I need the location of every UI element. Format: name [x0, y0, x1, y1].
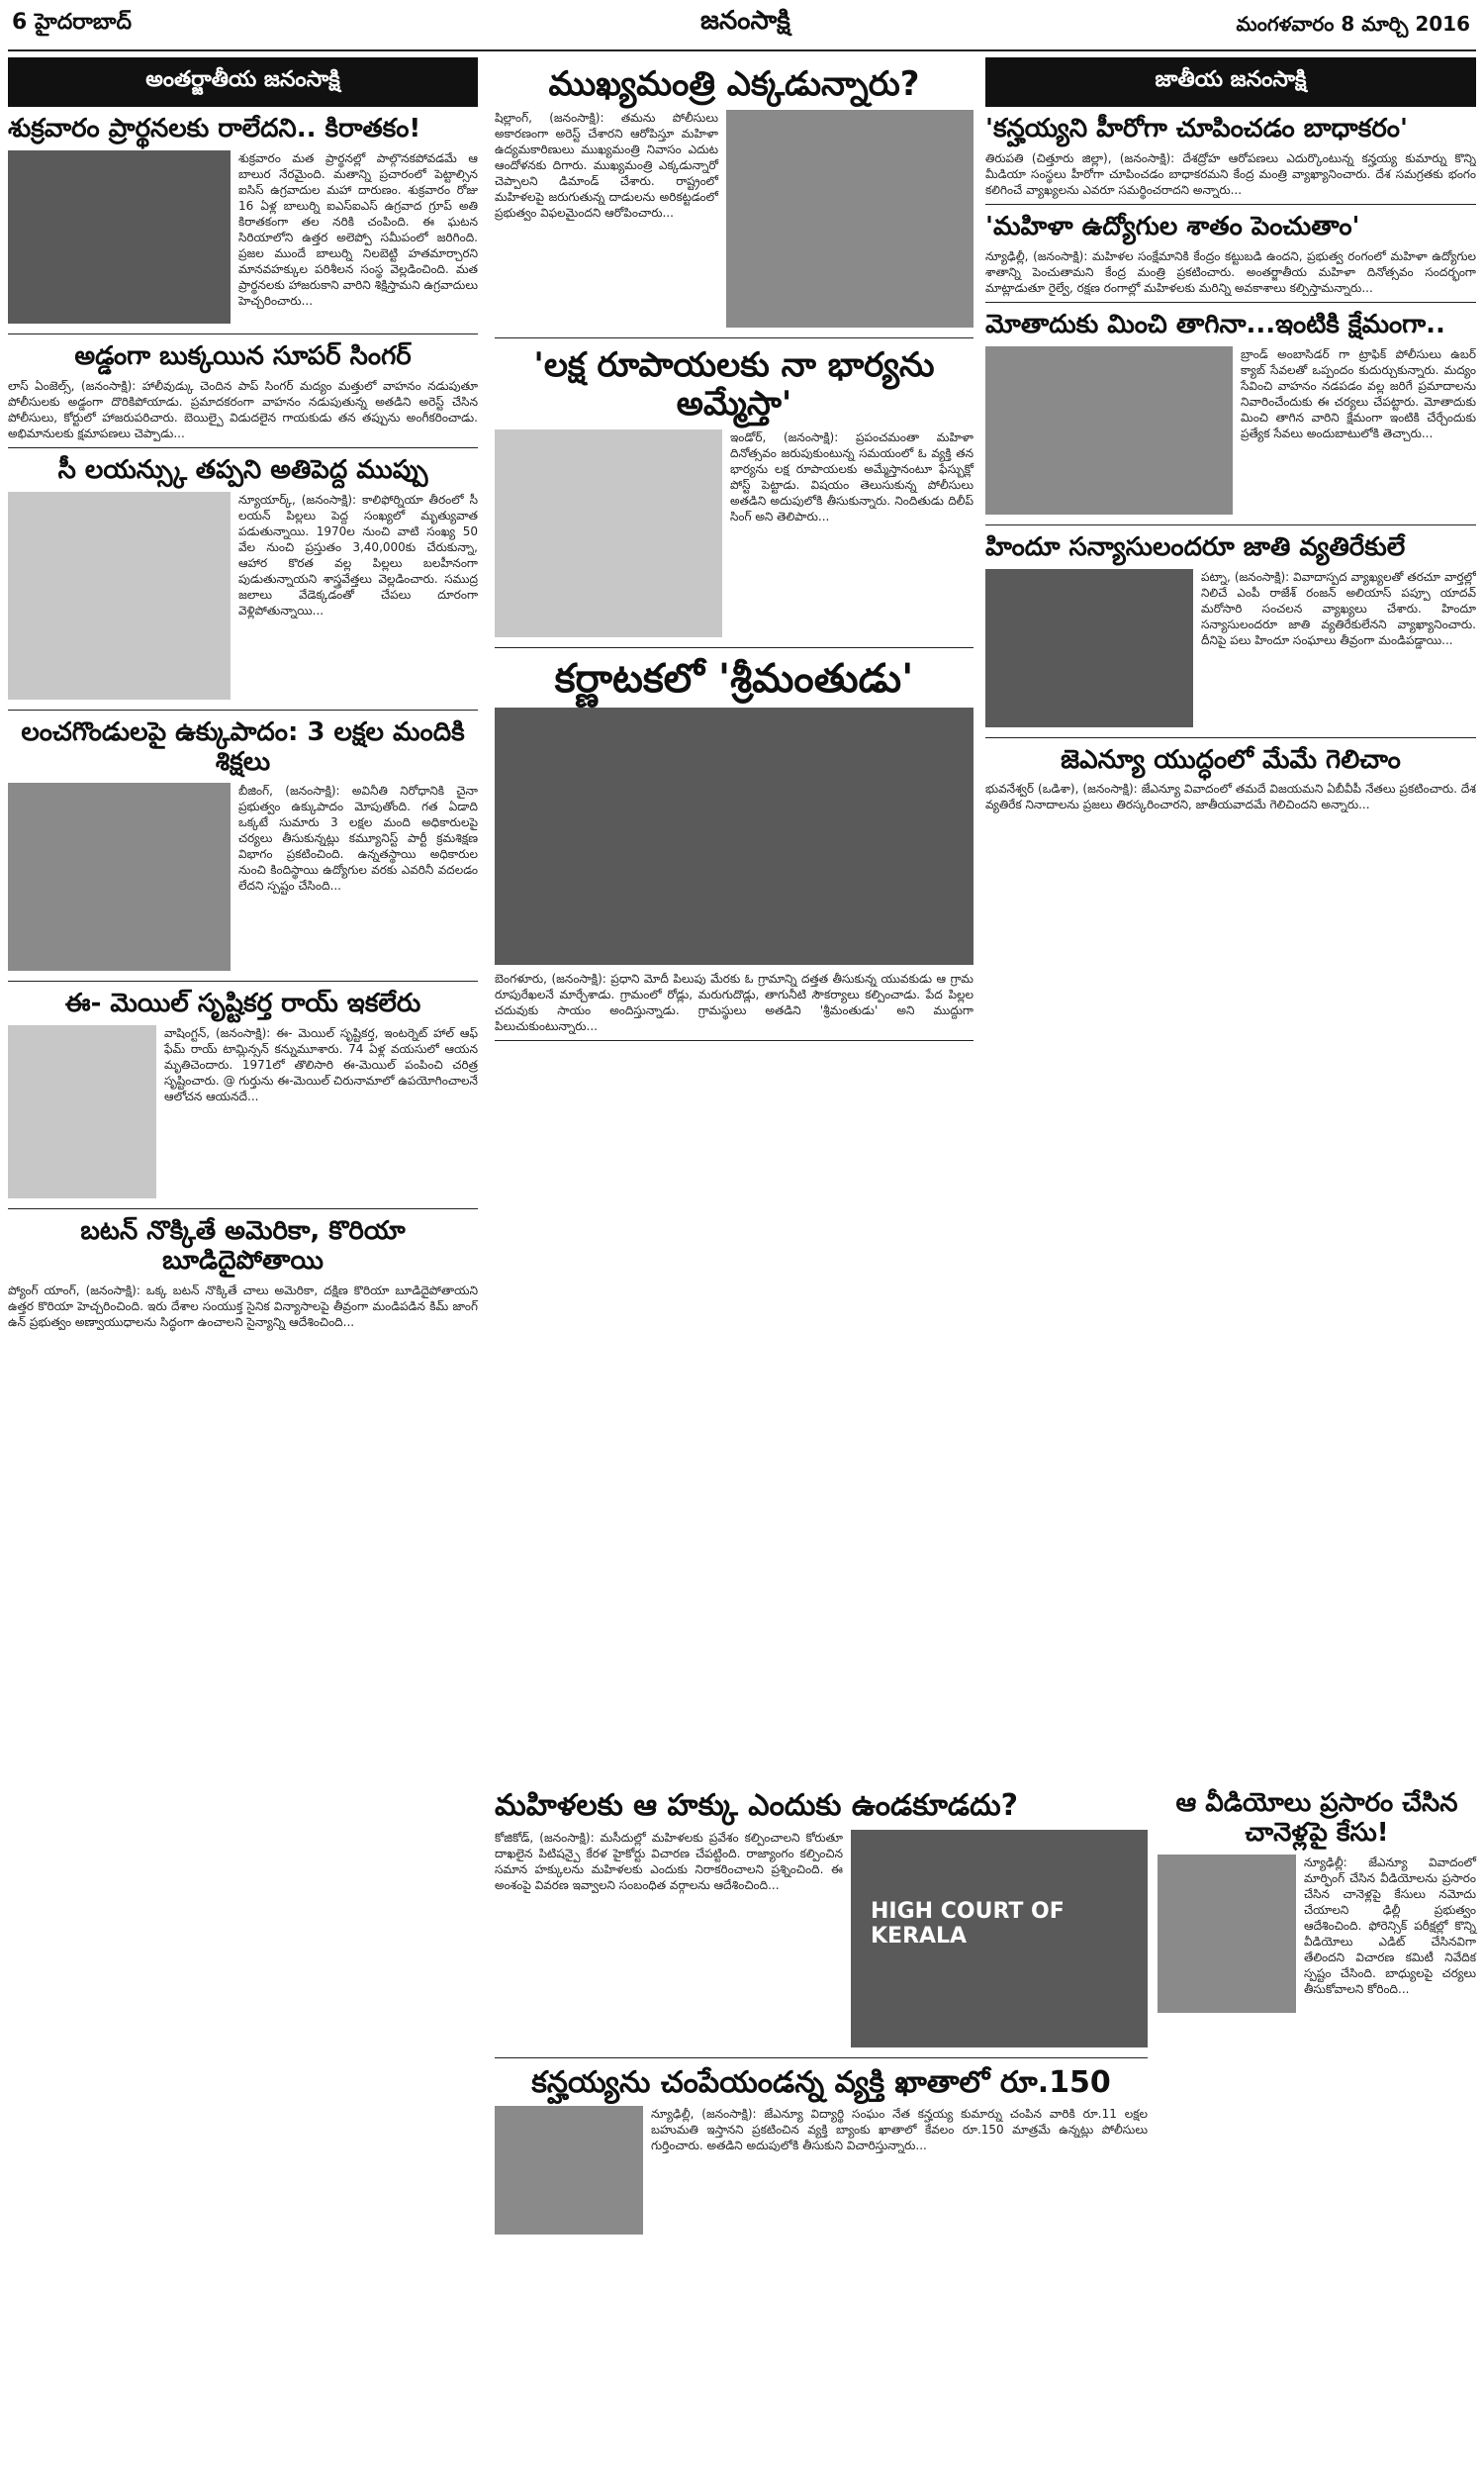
article-1-headline: శుక్రవారం ప్రార్థనలకు రాలేదని.. కిరాతకం!	[8, 114, 421, 143]
divider	[985, 524, 1476, 525]
section-international: అంతర్జాతీయ జనంసాక్షి	[8, 57, 478, 107]
article-11-body: న్యూఢిల్లీ, (జనంసాక్షి): జేఎన్యూ విద్యార్థి సంఘం నేత కన్హయ్య కుమార్ను చంపిన వారికి రూ.11 లక్షల బహుమతి ఇస్తానని ప్రకటించిన వ్యక్తి బ్యాంకు ఖాతాలో కేవలం రూ.150 మాత్రమే ఉన్నట్లు పోలీసులు గుర్తించారు. అతడిని అదుపులోకి తీసుకుని విచారిస్తున్నారు...	[651, 2107, 1148, 2152]
article-7-photo	[726, 110, 974, 328]
article-5-headline: ఈ- మెయిల్ సృష్టికర్త రాయ్ ఇకలేరు	[64, 989, 421, 1019]
edition-city: హైదరాబాద్	[34, 10, 132, 35]
article-13-body: న్యూఢిల్లీ, (జనంసాక్షి): మహిళల సంక్షేమానికి కేంద్రం కట్టుబడి ఉందని, ప్రభుత్వ రంగంలో మహిళా ఉద్యోగుల శాతాన్ని పెంచుతామని కేంద్ర మంత్రి ప్రకటించారు. అంతర్జాతీయ మహిళా దినోత్సవం సందర్భంగా మాట్లాడుతూ రైల్వే, రక్షణ రంగాల్లో మహిళలకు మరిన్ని అవకాశాలు కల్పిస్తామన్నారు...	[985, 248, 1476, 295]
article-7-headline: ముఖ్యమంత్రి ఎక్కడున్నారు?	[548, 64, 920, 104]
paper-name: జనంసాక్షి	[700, 6, 790, 36]
article-14-headline: మోతాదుకు మించి తాగినా...ఇంటికి క్షేమంగా..	[985, 309, 1445, 339]
article-6-body: ప్యోంగ్ యాంగ్, (జనంసాక్షి): ఒక్క బటన్ నొక్కితే చాలు అమెరికా, దక్షిణ కొరియా బూడిదైపోతాయని ఉత్తర కొరియా హెచ్చరించింది. ఇరు దేశాల సంయుక్త సైనిక విన్యాసాలపై తీవ్రంగా మండిపడిన కిమ్ జాంగ్ ఉన్ ప్రభుత్వం అణ్వాయుధాలను సిద్ధంగా ఉంచాలని సైన్యాన్ని ఆదేశించింది...	[8, 1284, 478, 1330]
article-3-body: న్యూయార్క్, (జనంసాక్షి): కాలిఫోర్నియా తీరంలో సీ లయన్ పిల్లలు పెద్ద సంఖ్యలో మృత్యువాత పడుతున్నాయి. 1970ల నుంచి వాటి సంఖ్య 50 వేల నుంచి ప్రస్తుతం 3,40,000కు చేరుకున్నా, ఆహార కొరత వల్ల పిల్లలు బలహీనంగా పుడుతున్నాయని శాస్త్రవేత్తలు వెల్లడించారు. సముద్ర జలాలు వేడెక్కడంతో చేపలు దూరంగా వెళ్లిపోతున్నాయి...	[238, 492, 478, 618]
issue-date: మంగళవారం 8 మార్చి 2016	[1236, 12, 1470, 36]
article-1-body: శుక్రవారం మత ప్రార్థనల్లో పాల్గొనకపోవడమే ఆ బాలుర నేరమైంది. మతాన్ని ప్రచారంలో పెట్టాల్సిన ఐసిస్ ఉగ్రవాదుల మహా దారుణం. శుక్రవారం రోజు 16 ఏళ్ల బాలుర్ని ఐఎస్ఐఎస్ ఉగ్రవాద గ్రూప్ అతి కిరాతకంగా తల నరికి చంపింది. ఈ ఘటన సిరియాలోని ఉత్తర అలెప్పో సమీపంలో జరిగింది. ప్రజల ముందే బాలుర్ని నిలబెట్టి హతమార్చారని మానవహక్కుల పరిశీలన సంస్థ వెల్లడించింది. మత ప్రార్థనలకు హాజరుకాని వారిని శిక్షిస్తామని ఉగ్రవాదులు హెచ్చరించారు...	[238, 150, 478, 308]
divider	[495, 337, 974, 338]
divider	[495, 1040, 974, 1041]
article-14-body: బ్రాండ్ అంబాసిడర్ గా ట్రాఫిక్ పోలీసులు ఉబర్ క్యాబ్ సేవలతో ఒప్పందం కుదుర్చుకున్నారు. మద్యం సేవించి వాహనం నడపడం వల్ల జరిగే ప్రమాదాలను నివారించేందుకు ఈ చర్యలు చేపట్టారు. మోతాదుకు మించి తాగిన వారిని క్షేమంగా ఇంటికి చేర్చేందుకు ప్రత్యేక సేవలు అందుబాటులోకి తెచ్చారు...	[1241, 346, 1476, 440]
divider	[985, 204, 1476, 205]
masthead	[8, 0, 1476, 51]
article-2-body: లాస్ ఏంజెల్స్, (జనంసాక్షి): హాలీవుడ్కు చెందిన పాప్ సింగర్ మద్యం మత్తులో వాహనం నడుపుతూ పోలీసులకు అడ్డంగా దొరికిపోయాడు. ప్రమాదకరంగా వాహనం నడుపుతున్న అతడిని అరెస్ట్ చేసిన పోలీసులు, కోర్టులో హాజరుపరిచారు. బెయిల్పై విడుదలైన గాయకుడు తన తప్పును అంగీకరించాడు. అభిమానులకు క్షమాపణలు చెప్పాడు...	[8, 378, 478, 440]
article-8-photo	[495, 429, 722, 637]
divider	[495, 647, 974, 648]
divider	[985, 302, 1476, 303]
divider	[985, 737, 1476, 738]
court-sign-text: HIGH COURT OF KERALA	[871, 1898, 1065, 1949]
article-8-body: ఇండోర్, (జనంసాక్షి): ప్రపంచమంతా మహిళా దినోత్సవం జరుపుకుంటున్న సమయంలో ఓ వ్యక్తి తన భార్యను లక్ష రూపాయలకు అమ్మేస్తానంటూ ఫేస్బుక్లో పోస్ట్ పెట్టాడు. విషయం తెలుసుకున్న పోలీసులు అతడిని అదుపులోకి తీసుకున్నారు. నిందితుడు దిలీప్ సింగ్ అని తెలిపారు...	[730, 430, 974, 524]
divider	[8, 447, 478, 448]
divider	[495, 2057, 1148, 2058]
article-3-headline: సీ లయన్స్కు తప్పని అతిపెద్ద ముప్పు	[57, 454, 428, 485]
article-11-headline: కన్హయ్యను చంపేయండన్న వ్యక్తి ఖాతాలో రూ.150	[531, 2064, 1111, 2100]
divider	[8, 981, 478, 982]
article-8-headline: 'లక్ష రూపాయలకు నా భార్యను అమ్మేస్తా'	[533, 345, 935, 425]
column-middle	[495, 57, 974, 1047]
article-10-photo	[851, 1830, 1148, 2047]
article-15-photo	[985, 569, 1193, 727]
article-9-body: బెంగళూరు, (జనంసాక్షి): ప్రధాని మోదీ పిలుపు మేరకు ఓ గ్రామాన్ని దత్తత తీసుకున్న యువకుడు ఆ గ్రామ రూపురేఖలనే మార్చేశాడు. గ్రామంలో రోడ్లు, మరుగుదొడ్లు, తాగునీటి సౌకర్యాలు కల్పించాడు. పేద పిల్లల చదువుకు సాయం అందిస్తున్నాడు. గ్రామస్థులు అతడిని 'శ్రీమంతుడు' అని ముద్దుగా పిలుచుకుంటున్నారు...	[495, 972, 974, 1034]
article-14-photo	[985, 346, 1233, 515]
article-17-headline: ఆ వీడియోలు ప్రసారం చేసిన చానెళ్లపై కేసు!	[1175, 1788, 1458, 1848]
divider	[8, 333, 478, 334]
article-16-body: భువనేశ్వర్ (ఒడిశా), (జనంసాక్షి): జేఎన్యూ వివాదంలో తమదే విజయమని ఏబీవీపీ నేతలు ప్రకటించారు. దేశ వ్యతిరేక నినాదాలను ప్రజలు తిరస్కరించారని, జాతీయవాదమే గెలిచిందని అన్నారు...	[985, 782, 1476, 812]
section-national: జాతీయ జనంసాక్షి	[985, 57, 1476, 107]
article-13-headline: 'మహిళా ఉద్యోగుల శాతం పెంచుతాం'	[985, 211, 1360, 241]
article-17-body: న్యూఢిల్లీ: జేఎన్యూ వివాదంలో మార్ఫింగ్ చేసిన వీడియోలను ప్రసారం చేసిన చానెళ్లపై కేసులు నమోదు చేయాలని ఢిల్లీ ప్రభుత్వం ఆదేశించింది. ఫోరెన్సిక్ పరీక్షల్లో కొన్ని వీడియోలు ఎడిట్ చేసినవిగా తేలిందని విచారణ కమిటీ నివేదిక స్పష్టం చేసింది. బాధ్యులపై చర్యలు తీసుకోవాలని కోరింది...	[1304, 1855, 1476, 1996]
article-4-body: బీజింగ్, (జనంసాక్షి): అవినీతి నిరోధానికి చైనా ప్రభుత్వం ఉక్కుపాదం మోపుతోంది. గత ఏడాది ఒక్కటే సుమారు 3 లక్షల మంది అధికారులపై చర్యలు తీసుకున్నట్లు కమ్యూనిస్ట్ పార్టీ క్రమశిక్షణ విభాగం ప్రకటించింది. ఉన్నతస్థాయి అధికారుల నుంచి కిందిస్థాయి ఉద్యోగుల వరకు ఎవరినీ వదలడం లేదని స్పష్టం చేసింది...	[238, 784, 478, 894]
block-bottom-middle	[495, 1781, 1148, 2238]
article-15-body: పట్నా, (జనంసాక్షి): వివాదాస్పద వ్యాఖ్యలతో తరచూ వార్తల్లో నిలిచే ఎంపీ రాజేశ్ రంజన్ అలియాస్ పప్పూ యాదవ్ మరోసారి సంచలన వ్యాఖ్యలు చేశారు. హిందూ సన్యాసులందరూ జాతి వ్యతిరేకులేనని వ్యాఖ్యానించారు. దీనిపై పలు హిందూ సంఘాలు తీవ్రంగా మండిపడ్డాయి...	[1201, 569, 1476, 647]
article-4-headline: లంచగొండులపై ఉక్కుపాదం: 3 లక్షల మందికి శిక్షలు	[21, 716, 465, 777]
article-3-photo	[8, 492, 231, 700]
article-1-photo	[8, 150, 231, 324]
article-5-body: వాషింగ్టన్, (జనంసాక్షి): ఈ- మెయిల్ సృష్టికర్త, ఇంటర్నెట్ హాల్ ఆఫ్ ఫేమ్ రాయ్ టామ్లిన్సన్ కన్నుమూశారు. 74 ఏళ్ల వయసులో ఆయన మృతిచెందారు. 1971లో తొలిసారి ఈ-మెయిల్ పంపించి చరిత్ర సృష్టించారు. @ గుర్తును ఈ-మెయిల్ చిరునామాలో ఉపయోగించాలనే ఆలోచన ఆయనదే...	[164, 1026, 478, 1104]
article-9-headline: కర్ణాటకలో 'శ్రీమంతుడు'	[554, 656, 914, 703]
article-16-headline: జెఎన్యూ యుద్ధంలో మేమే గెలిచాం	[1061, 744, 1401, 775]
article-15-headline: హిందూ సన్యాసులందరూ జాతి వ్యతిరేకులే	[985, 531, 1406, 562]
block-bottom-right	[1158, 1781, 1476, 2017]
article-11-photo	[495, 2106, 643, 2235]
article-7-body: షిల్లాంగ్, (జనంసాక్షి): తమను పోలీసులు అకారణంగా అరెస్ట్ చేశారని ఆరోపిస్తూ మహిళా ఉద్యమకారిణులు ముఖ్యమంత్రి నివాసం ఎదుట ఆందోళనకు దిగారు. ముఖ్యమంత్రి ఎక్కడున్నారో చెప్పాలని డిమాండ్ చేశారు. రాష్ట్రంలో మహిళలపై జరుగుతున్న దాడులను అరికట్టడంలో ప్రభుత్వం విఫలమైందని ఆరోపించారు...	[495, 111, 718, 221]
page-number: 6	[12, 10, 28, 35]
article-10-body: కోజికోడ్, (జనంసాక్షి): మసీదుల్లో మహిళలకు ప్రవేశం కల్పించాలని కోరుతూ దాఖలైన పిటిషన్పై కేరళ హైకోర్టు విచారణ చేపట్టింది. రాజ్యాంగం కల్పించిన సమాన హక్కులను మహిళలకు ఎందుకు నిరాకరించాలని ప్రశ్నించింది. ఈ అంశంపై వివరణ ఇవ్వాలని సంబంధిత వర్గాలను ఆదేశించింది...	[495, 1830, 843, 1892]
article-2-headline: అడ్డంగా బుక్కయిన సూపర్ సింగర్	[74, 340, 412, 371]
column-international	[8, 57, 478, 1330]
column-national	[985, 57, 1476, 1779]
article-12-body: తిరుపతి (చిత్తూరు జిల్లా), (జనంసాక్షి): దేశద్రోహ ఆరోపణలు ఎదుర్కొంటున్న కన్హయ్య కుమార్ను కొన్ని మీడియా సంస్థలు హీరోగా చూపించడం బాధాకరమని కేంద్ర మంత్రి వ్యాఖ్యానించారు. దేశ సమగ్రతకు భంగం కలిగించే వ్యాఖ్యలను ఎవరూ సమర్థించరాదని అన్నారు...	[985, 150, 1476, 197]
masthead-left	[12, 10, 132, 40]
divider	[8, 710, 478, 711]
article-12-headline: 'కన్హయ్యని హీరోగా చూపించడం బాధాకరం'	[985, 114, 1408, 143]
article-10-headline: మహిళలకు ఆ హక్కు ఎందుకు ఉండకూడదు?	[495, 1788, 1019, 1823]
article-6-headline: బటన్ నొక్కితే అమెరికా, కొరియా బూడిదైపోతాయి	[80, 1216, 406, 1277]
divider	[8, 1208, 478, 1209]
article-9-photo	[495, 708, 974, 965]
article-5-photo	[8, 1025, 156, 1198]
article-17-photo	[1158, 1855, 1296, 2013]
article-4-photo	[8, 783, 231, 971]
